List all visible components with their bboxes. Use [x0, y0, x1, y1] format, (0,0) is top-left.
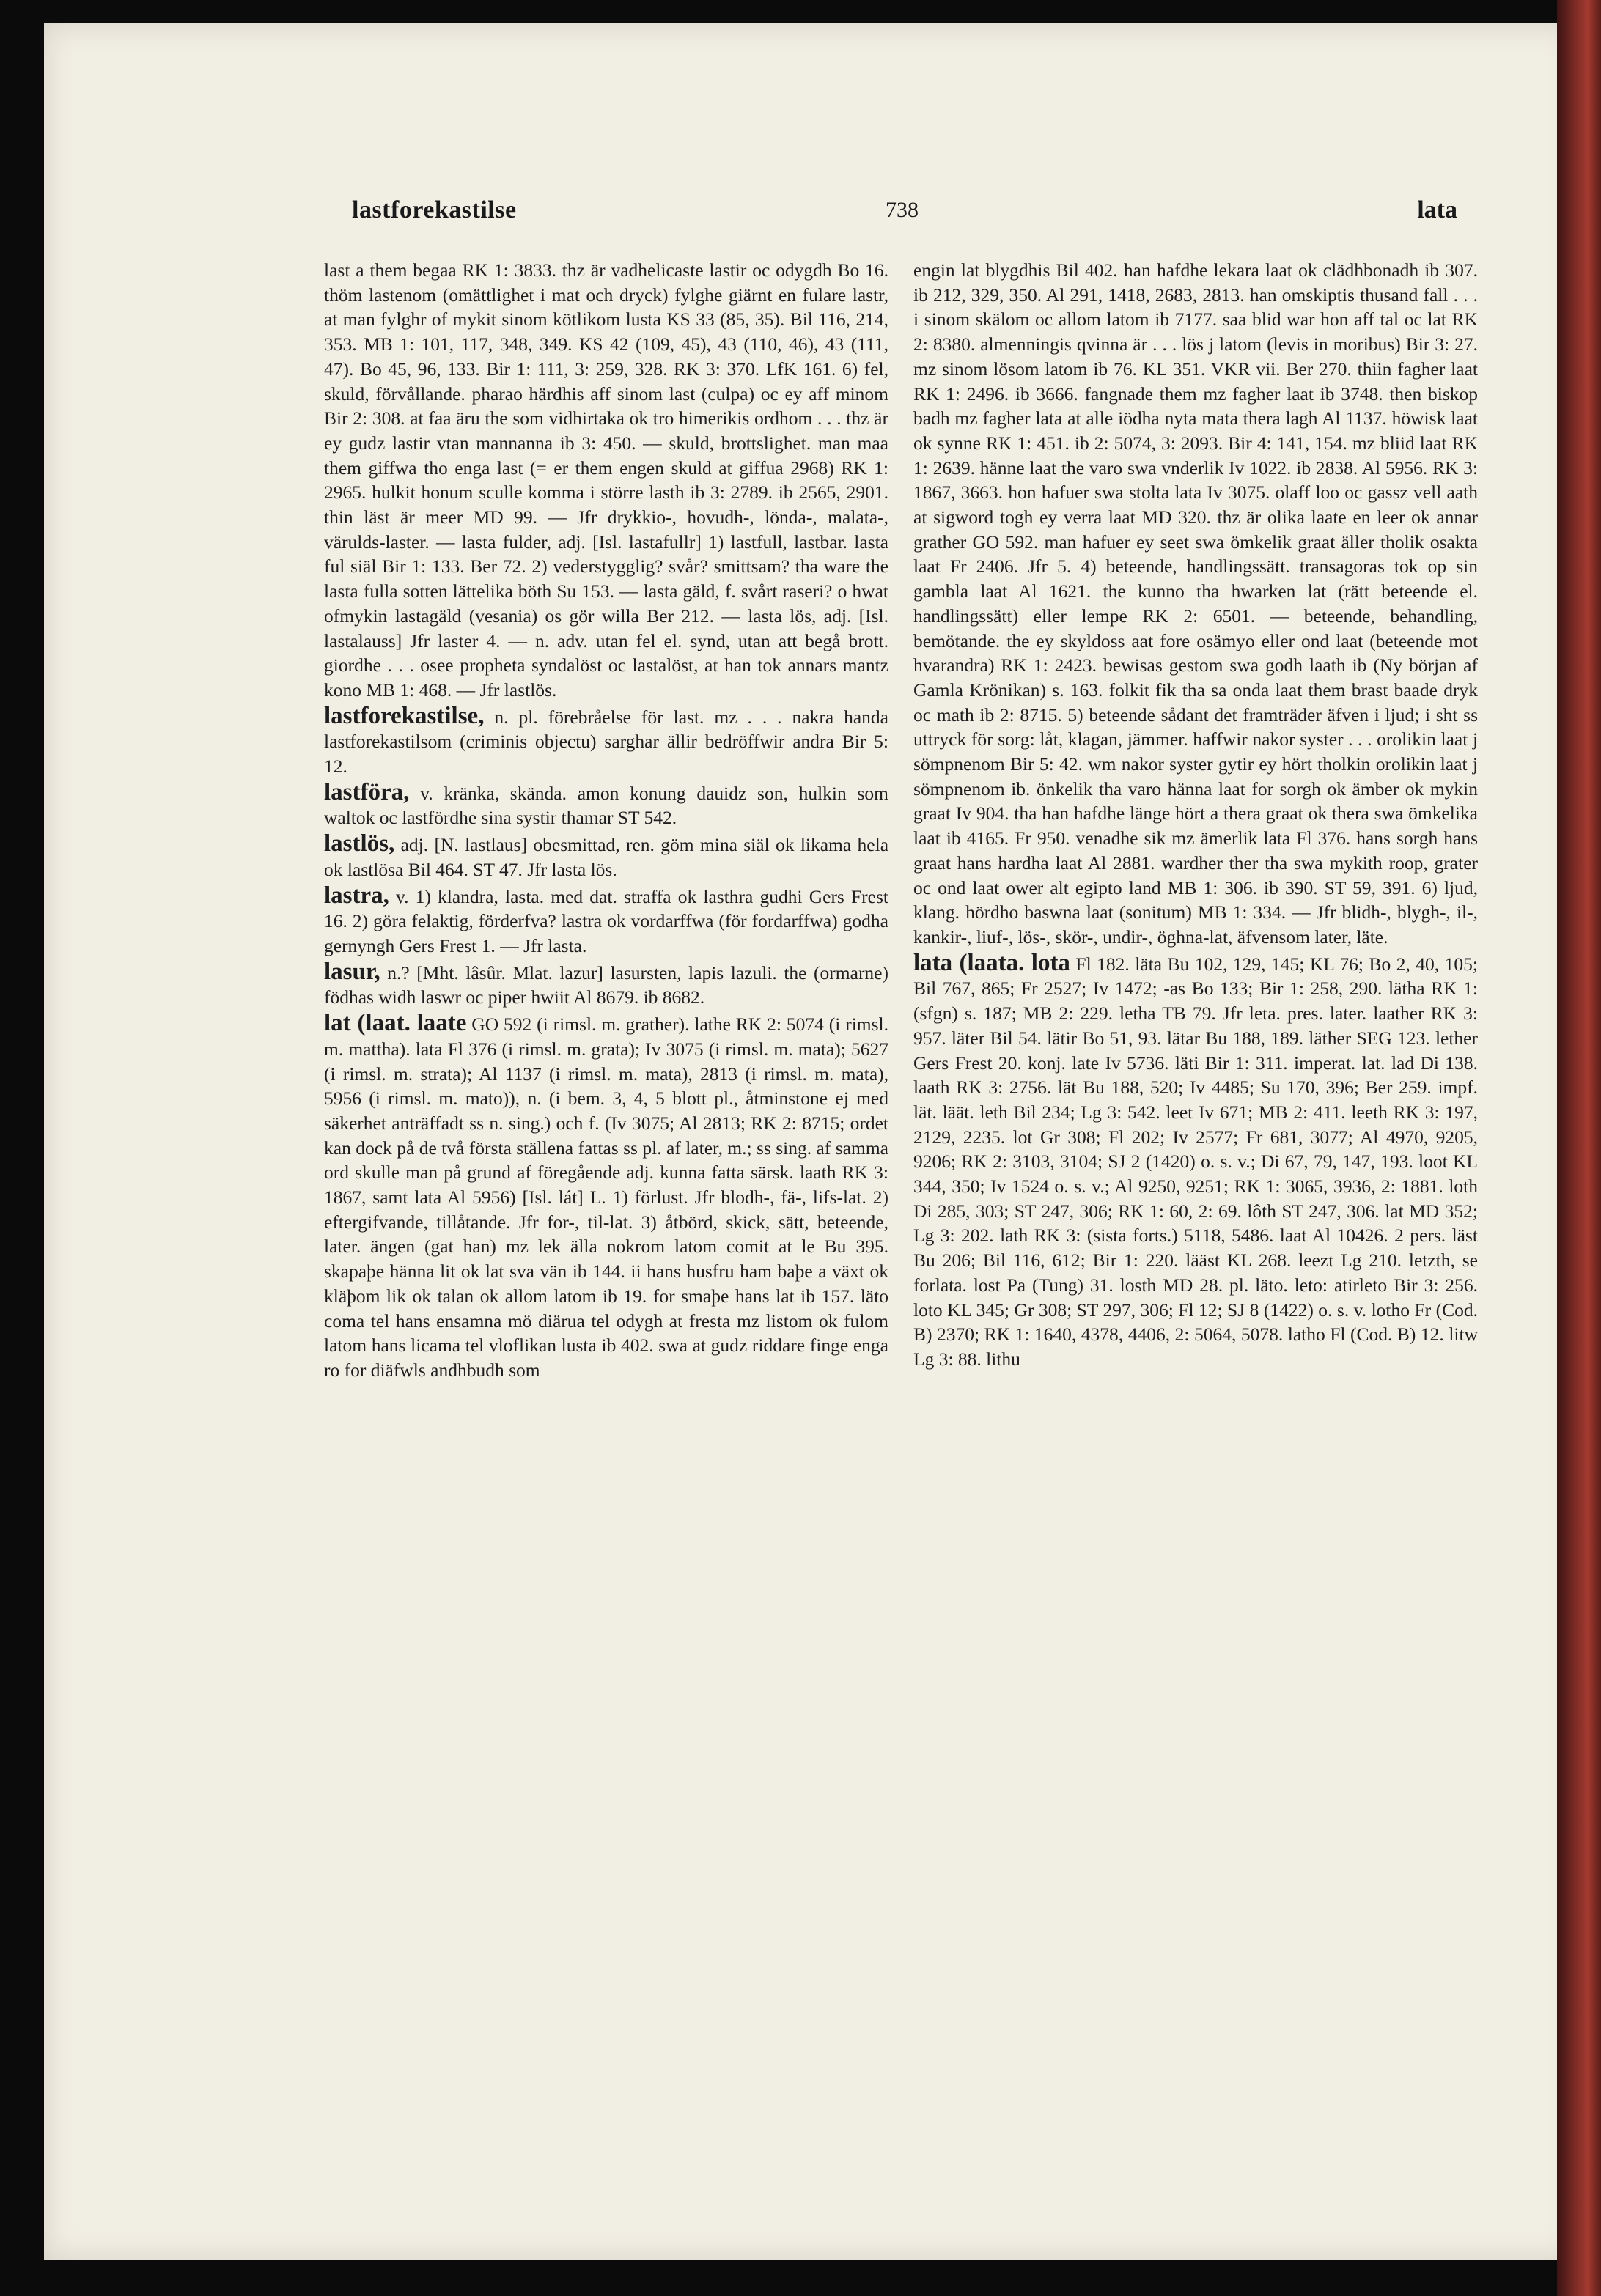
- header-right-guideword: lata: [1417, 196, 1457, 224]
- headword: lastra,: [324, 882, 389, 909]
- headword: lastföra,: [324, 778, 410, 805]
- headword: lata (laata. lota: [913, 949, 1070, 976]
- entry-continuation: engin lat blygdhis Bil 402. han hafdhe lekara laat ok clädhbonadh ib 307. ib 212, 329, 350. Al 291, 1418, 2683, 2813. han omskiptis thusand fall . . . i sinom skälom oc allom latom ib 7177. saa blid war hon aff tal oc lat RK 2: 8380. almenningis qvinna är . . . lös j latom (levis in moribus) Bir 3: 27. mz sinom lösom latom ib 76. KL 351. VKR vii. Ber 270. thiin fagher laat RK 1: 2496. ib 3666. fangnade them mz fagher laat ib 3748. then biskop badh mz fagher lata at alle iödha nyta mata thera lagh Al 1137. höwisk laat ok synne RK 1: 451. ib 2: 5074, 3: 2093. Bir 4: 141, 154. mz bliid laat RK 1: 2639. hänne laat the varo swa vnderlik Iv 1022. ib 2838. Al 5956. RK 3: 1867, 3663. hon hafuer swa stolta lata Iv 3075. olaff loo oc gassz vell aath at sigword togh ey verra laat MD 320. thz är olika laate en leer ok annar grather GO 592. man hafuer ey seet swa ömkelik graat äller tholik osakta laat Fr 2406. Jfr 5. 4) beteende, handlingssätt. transagoras tok op sin gambla laat Al 1621. the kunno tha hwarken lat (rätt beteende el. handlingssätt) eller lempe RK 2: 6501. — beteende, behandling, bemötande. the ey skyldoss aat fore osämyo eller ond laat (beteende mot hvarandra) RK 1: 2423. bewisas gestom swa godh laath ib (Ny början af Gamla Krönikan) s. 163. folkit fik tha sa onda laat them brast baade dryk oc math ib 2: 8715. 5) beteende sådant det framträder äfven i ljud; i sht ss uttryck för sorg: låt, klagan, jämmer. haffwir nakor syster . . . orolikin laat j sömpnenom Bir 5: 42. wm nakor syster gytir ey hört tholkin orolikin laat j sömpnenom ib. önkelik tha varo hänna laat for sorgh ok ämber ok mykin graat Iv 904. tha han hafdhe länge hört a thera graat ok thera swa ömkelika laat ib 4165. Fr 950. venadhe sik mz ämerlik lata Fl 376. hans sorgh hans graat hans hardha laat Al 2881. wardher ther tha swa mykith roop, grater oc ond laat ower alt egipto land MB 1: 306. ib 390. ST 59, 391. 6) ljud, klang. hördho baswna laat (sonitum) MB 1: 334. — Jfr blidh-, blygh-, il-, kankir-, liuf-, lös-, skör-, undir-, öghna-lat, äfvensom later, läte.: [913, 259, 1478, 948]
- page-header: [352, 196, 1457, 240]
- entry-body: GO 592 (i rimsl. m. grather). lathe RK 2: 5074 (i rimsl. m. mattha). lata Fl 376 (i rimsl. m. grata); Iv 3075 (i rimsl. m. mata); 5627 (i rimsl. m. strata); Al 1137 (i rimsl. m. mata), 2813 (i rimsl. m. mata), 5956 (i rimsl. m. mato)), n. (i bem. 3, 4, 5 blott pl., åtminstone ej med säkerhet anträffadt ss n. sing.) och f. (Iv 3075; Al 2813; RK 2: 8715; ordet kan dock på de två första ställena fattas ss pl. af later, m.; ss sing. af samma ord skulle man på grund af föregående adj. kunna fatta särsk. laath RK 3: 1867, samt lata Al 5956) [Isl. lát] L. 1) förlust. Jfr blodh-, fä-, lifs-lat. 2) eftergifvande, tillåtande. Jfr for-, til-lat. 3) åtbörd, skick, sätt, beteende, later. ängen (gat han) mz lek älla nokrom latom comit at le Bu 395. skapaþe hänna lit ok lat sva vän ib 144. ii hans husfru ham baþe a växt ok kläþom lik ok talan ok allom latom ib 19. for smaþe hans lat ib 157. läto coma tel hans ensamna mö diärua tel odygh at fresta mz listom ok fulom latom hans licama tel vloflikan lusta ib 402. swa at gudz riddare finge enga ro for diäfwls andhbudh som: [324, 1014, 888, 1381]
- dictionary-entry: [913, 951, 1478, 1372]
- dictionary-entry: [324, 960, 888, 1010]
- header-left-guideword: lastforekastilse: [352, 196, 517, 224]
- headword: lasur,: [324, 958, 380, 985]
- dictionary-entry: [324, 832, 888, 882]
- entry-body: n.? [Mht. lâsûr. Mlat. lazur] lasursten, lapis lazuli. the (ormarne) födhas widh laswr oc piper hwiit Al 8679. ib 8682.: [324, 961, 888, 1008]
- headword: lastlös,: [324, 830, 395, 857]
- dictionary-entry: [324, 780, 888, 830]
- entry-continuation: last a them begaa RK 1: 3833. thz är vadhelicaste lastir oc odygdh Bo 16. thöm lastenom (omättlighet i mat och dryck) fylghe giärnt en fulare lastr, at man fylghr of mykit sinom kötlikom lusta KS 33 (85, 35). Bil 116, 214, 353. MB 1: 101, 117, 348, 349. KS 42 (109, 45), 43 (110, 46), 43 (111, 47). Bo 45, 96, 133. Bir 1: 111, 3: 259, 328. RK 3: 370. LfK 161. 6) fel, skuld, förvållande. pharao härdhis aff sinom last (culpa) oc ey aff minom Bir 2: 308. at faa äru the som vidhirtaka ok tro himerikis ordhom . . . thz är ey gudz lastir vtan mannanna ib 3: 450. — skuld, brottslighet. man maa them giffwa tho enga last (= er them engen skuld at giffua 2968) RK 1: 2965. hulkit honum sculle komma i större lasth ib 3: 2789. ib 2565, 2901. thin läst är meer MD 99. — Jfr drykkio-, hovudh-, lönda-, malata-, värulds-laster. — lasta fulder, adj. [Isl. lastafullr] 1) lastfull, lastbar. lasta ful siäl Bir 1: 133. Ber 72. 2) vederstygglig? svår? smittsam? tha ware the lasta fulla sotten lättelika böth Su 153. — lasta gäld, f. svårt raseri? o hwat ofmykin lastagäld (vesania) os gör willa Ber 212. — lasta lös, adj. [Isl. lastalauss] Jfr laster 4. — n. adv. utan fel el. synd, utan att begå brott. giordhe . . . osee propheta syndalöst oc lastalöst, at han tok annars mantz kono MB 1: 468. — Jfr lastlös.: [324, 259, 888, 701]
- entry-body: adj. [N. lastlaus] obesmittad, ren. göm mina siäl ok likama hela ok lastlösa Bil 464. ST 47. Jfr lasta lös.: [324, 834, 889, 880]
- left-column: [324, 258, 888, 1383]
- dictionary-entry: [324, 1011, 888, 1383]
- right-column: [913, 258, 1478, 1372]
- headword: lastforekastilse,: [324, 702, 485, 729]
- headword: lat (laat. laate: [324, 1010, 467, 1037]
- book-edge: [1557, 0, 1601, 2296]
- entry-body: v. kränka, skända. amon konung dauidz son, hulkin som waltok oc lastfördhe sina systir thamar ST 542.: [324, 782, 888, 829]
- entry-body: v. 1) klandra, lasta. med dat. straffa ok lasthra gudhi Gers Frest 16. 2) göra felaktig, förderfva? lastra ok vordarffwa (för fordarffwa) godha gernyngh Gers Frest 1. — Jfr lasta.: [324, 885, 888, 956]
- dictionary-entry: [324, 884, 888, 959]
- page-number: 738: [886, 198, 919, 222]
- entry-body: n. pl. förebråelse för last. mz . . . nakra handa lastforekastilsom (criminis objectu) sarghar ällir bedröffwir andra Bir 5: 12.: [324, 706, 888, 778]
- dictionary-entry: [324, 704, 888, 779]
- entry-body: Fl 182. läta Bu 102, 129, 145; KL 76; Bo 2, 40, 105; Bil 767, 865; Fr 2527; Iv 1472; -as Bo 133; Bir 1: 258, 290. lätha RK 1: (sfgn) s. 187; MB 2: 229. letha TB 79. Jfr leta. pres. later. laather RK 3: 957. läter Bil 54. lätir Bo 51, 93. lätar Bu 188, 189. läther SEG 123. lether Gers Frest 20. konj. late Iv 5736. läti Bir 1: 311. imperat. lat. lad Di 138. laath RK 3: 2756. lät Bu 188, 520; Iv 4485; Su 170, 396; Ber 259. impf. lät. läät. leth Bil 234; Lg 3: 542. leet Iv 671; MB 2: 411. leeth RK 3: 197, 2129, 2235. lot Gr 308; Fl 202; Iv 2577; Fr 681, 3077; Al 4970, 9205, 9206; RK 2: 3103, 3104; SJ 2 (1420) o. s. v.; Di 67, 79, 147, 193. loot KL 344, 350; Iv 1524 o. s. v.; Al 9250, 9251; RK 1: 3065, 3936, 2: 1881. loth Di 285, 303; ST 247, 306; RK 1: 60, 2: 69. lôth ST 247, 306. lat MD 352; Lg 3: 202. lath RK 3: (sista forts.) 5118, 5486. laat Al 10426. 2 pers. läst Bu 206; Bil 116, 612; Bir 1: 220. lääst KL 268. leezt Lg 210. letzth, se forlata. lost Pa (Tung) 31. losth MD 28. pl. läto. leto: atirleto Bir 3: 256. loto KL 345; Gr 308; ST 297, 306; Fl 12; SJ 8 (1422) o. s. v. lotho Fr (Cod. B) 2370; RK 1: 1640, 4378, 4406, 2: 5064, 5078. latho Fl (Cod. B) 12. litw Lg 3: 88. lithu: [913, 953, 1478, 1370]
